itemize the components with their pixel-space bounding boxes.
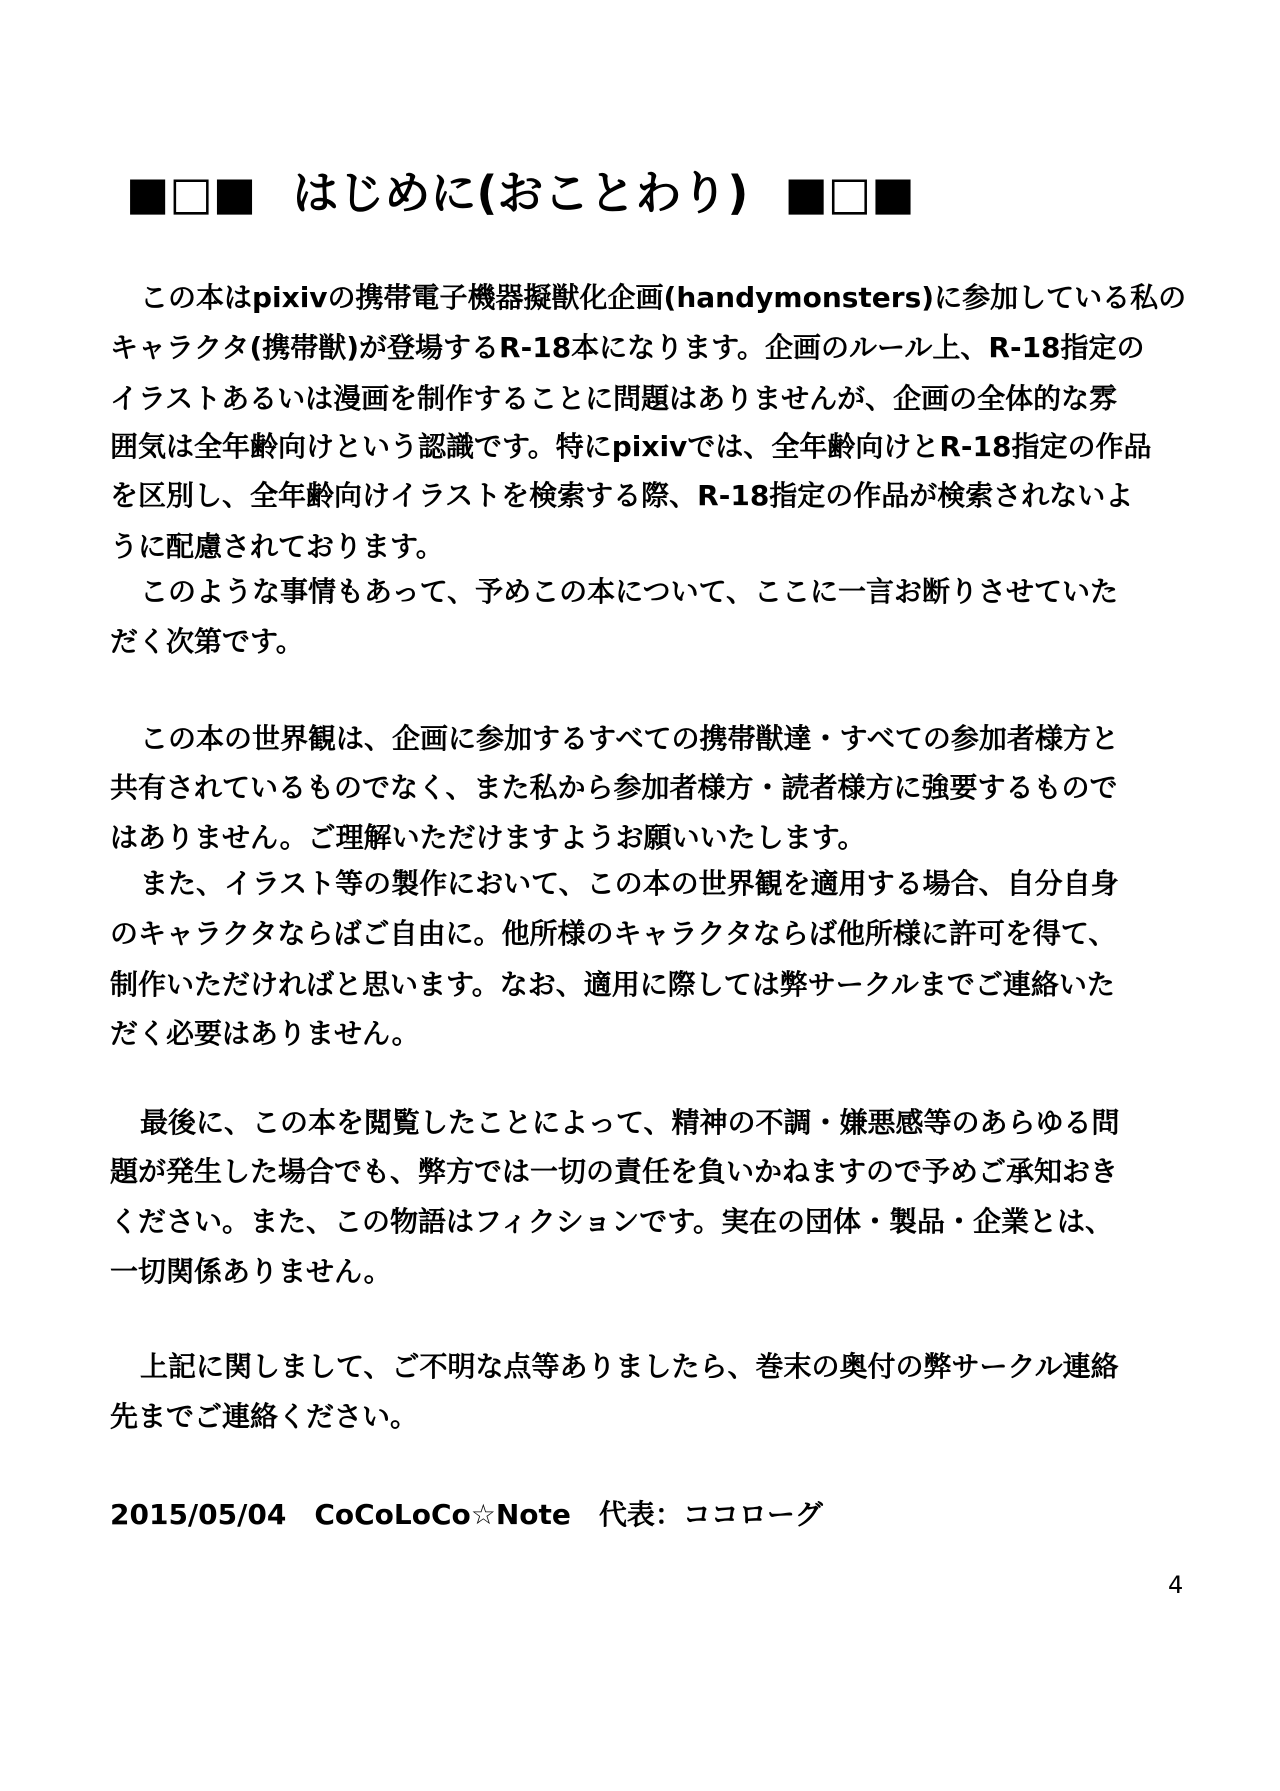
text-line: 共有されているものでなく、また私から参加者様方・読者様方に強要するもので — [110, 771, 1118, 804]
text-line: このような事情もあって、予めこの本について、ここに一言お断りさせていた — [140, 575, 1119, 608]
signature: 2015/05/04 CoCoLoCo☆Note 代表：ココローグ — [110, 1498, 823, 1531]
text-line: また、イラスト等の製作において、この本の世界観を適用する場合、自分自身 — [140, 867, 1119, 900]
text-line: だく次第です。 — [110, 625, 304, 658]
title-decoration-right: ■□■ — [784, 166, 915, 220]
title-text: はじめに(おことわり) — [292, 166, 749, 220]
text-line: 題が発生した場合でも、弊方では一切の責任を負いかねますので予めご承知おき — [110, 1155, 1119, 1188]
title-decoration-left: ■□■ — [126, 166, 257, 220]
text-line: 最後に、この本を閲覧したことによって、精神の不調・嫌悪感等のあらゆる問 — [140, 1106, 1120, 1139]
text-line: 制作いただければと思います。なお、適用に際しては弊サークルまでご連絡いた — [110, 968, 1115, 1001]
text-line: のキャラクタならばご自由に。他所様のキャラクタならば他所様に許可を得て、 — [110, 917, 1117, 950]
text-line: この本の世界観は、企画に参加するすべての携帯獣達・すべての参加者様方と — [140, 722, 1119, 755]
text-line: 先までご連絡ください。 — [110, 1400, 419, 1433]
text-line: ください。また、この物語はフィクションです。実在の団体・製品・企業とは、 — [110, 1205, 1113, 1238]
text-line: 一切関係ありません。 — [110, 1255, 392, 1288]
text-line: うに配慮されております。 — [110, 530, 444, 563]
text-line: この本はpixivの携帯電子機器擬獣化企画(handymonsters)に参加している私の — [140, 281, 1187, 314]
text-line: だく必要はありません。 — [110, 1017, 420, 1050]
text-line: キャラクタ(携帯獣)が登場するR-18本になります。企画のルール上、R-18指定の — [110, 331, 1145, 364]
page-number: 4 — [1168, 1571, 1184, 1599]
text-line: イラストあるいは漫画を制作することに問題はありませんが、企画の全体的な雰 — [110, 382, 1118, 415]
text-line: 囲気は全年齢向けという認識です。特にpixivでは、全年齢向けとR-18指定の作品 — [110, 430, 1152, 463]
text-line: はありません。ご理解いただけますようお願いいたします。 — [110, 821, 866, 854]
text-line: を区別し、全年齢向けイラストを検索する際、R-18指定の作品が検索されないよ — [110, 479, 1134, 512]
page-title — [126, 165, 915, 221]
text-line: 上記に関しまして、ご不明な点等ありましたら、巻末の奥付の弊サークル連絡 — [140, 1350, 1119, 1383]
